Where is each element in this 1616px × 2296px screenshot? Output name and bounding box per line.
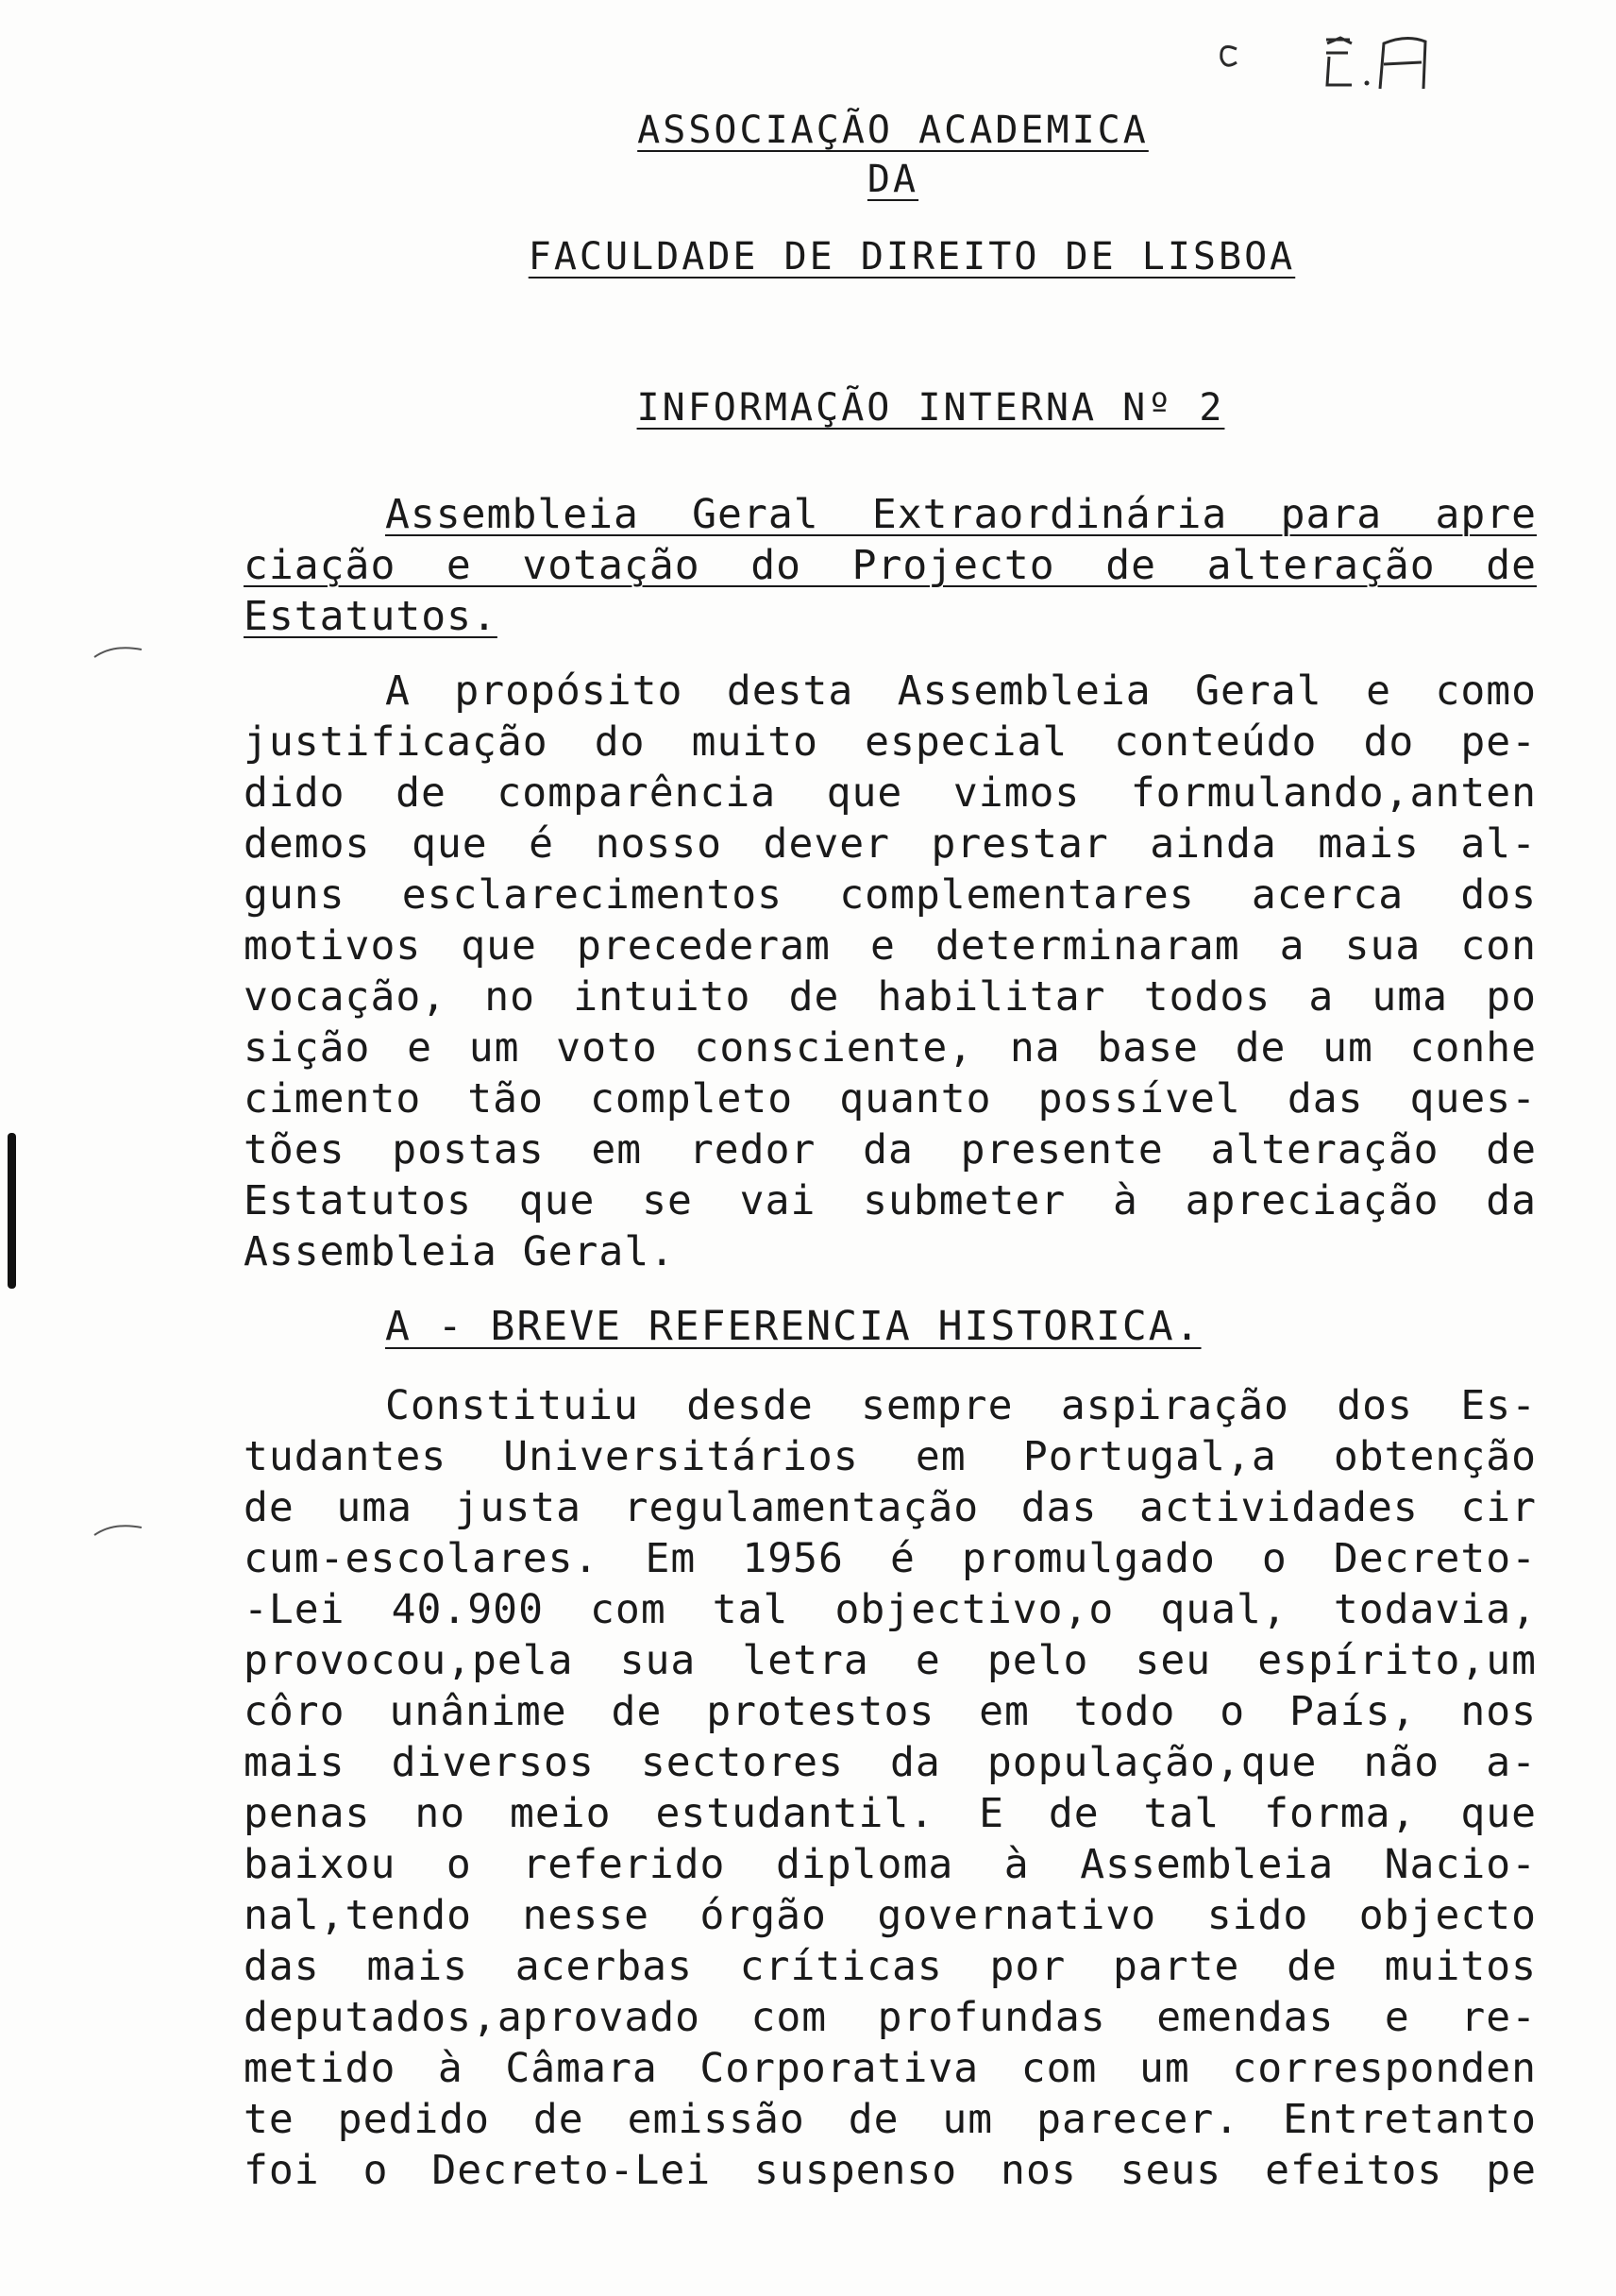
paragraph-line: Estatutos que se vai submeter à apreciação da <box>244 1177 1537 1224</box>
paragraph-line: vocação, no intuito de habilitar todos a uma po <box>244 973 1537 1021</box>
handwritten-initials-stamp <box>1208 21 1529 96</box>
paragraph-line: -Lei 40.900 com tal objectivo,o qual, todavia, <box>244 1586 1537 1633</box>
paragraph-line: de uma justa regulamentação das actividades cir <box>244 1484 1537 1531</box>
margin-pencil-tick <box>91 642 147 661</box>
paragraph-line: dido de comparência que vimos formulando,anten <box>244 769 1537 817</box>
document-title: INFORMAÇÃO INTERNA Nº 2 <box>636 386 1225 430</box>
section-a-title: A - BREVE REFERENCIA HISTORICA. <box>385 1303 1202 1350</box>
paragraph-line: motivos que precederam e determinaram a sua con <box>244 922 1537 970</box>
subject-paragraph <box>244 489 1537 642</box>
margin-pencil-tick <box>91 1520 147 1539</box>
paragraph-line: deputados,aprovado com profundas emendas e re- <box>244 1994 1537 2041</box>
paragraph-line: nal,tendo nesse órgão governativo sido objecto <box>244 1892 1537 1939</box>
margin-ink-mark <box>8 1133 16 1289</box>
paragraph-line: demos que é nosso dever prestar ainda mais al- <box>244 820 1537 868</box>
association-name: ASSOCIAÇÃO ACADEMICA <box>637 109 1149 152</box>
paragraph-line: tões postas em redor da presente alteração de <box>244 1126 1537 1173</box>
faculty-name: FACULDADE DE DIREITO DE LISBOA <box>528 235 1296 279</box>
paragraph-line: A propósito desta Assembleia Geral e como <box>385 667 1537 715</box>
section-a-paragraph <box>244 1380 1537 2196</box>
paragraph-line: penas no meio estudantil. E de tal forma, que <box>244 1790 1537 1837</box>
intro-paragraph <box>244 666 1537 1277</box>
paragraph-line: cimento tão completo quanto possível das ques- <box>244 1075 1537 1123</box>
paragraph-line: mais diversos sectores da população,que não a- <box>244 1739 1537 1786</box>
subject-line: ciação e votação do Projecto de alteração de <box>244 542 1537 589</box>
subject-line: Assembleia Geral Extraordinária para apre <box>385 491 1537 538</box>
paragraph-line: justificação do muito especial conteúdo do pe- <box>244 718 1537 766</box>
paragraph-line: sição e um voto consciente, na base de um conhe <box>244 1024 1537 1072</box>
paragraph-line: guns esclarecimentos complementares acerca dos <box>244 871 1537 919</box>
paragraph-line: Constituiu desde sempre aspiração dos Es- <box>385 1382 1537 1429</box>
initials-drawing <box>1208 21 1529 96</box>
paragraph-line: cum-escolares. Em 1956 é promulgado o Decreto- <box>244 1535 1537 1582</box>
paragraph-line: provocou,pela sua letra e pelo seu espírito,um <box>244 1637 1537 1684</box>
association-connector: DA <box>867 158 919 201</box>
paragraph-line: tudantes Universitários em Portugal,a obtenção <box>244 1433 1537 1480</box>
paragraph-line: Assembleia Geral. <box>244 1228 676 1275</box>
paragraph-line: metido à Câmara Corporativa com um corresponden <box>244 2045 1537 2092</box>
paragraph-line: baixou o referido diploma à Assembleia Nacio- <box>244 1841 1537 1888</box>
paragraph-line: foi o Decreto-Lei suspenso nos seus efeitos pe <box>244 2147 1537 2194</box>
paragraph-line: te pedido de emissão de um parecer. Entretanto <box>244 2096 1537 2143</box>
subject-line: Estatutos. <box>244 593 497 640</box>
paragraph-line: côro unânime de protestos em todo o País, nos <box>244 1688 1537 1735</box>
paragraph-line: das mais acerbas críticas por parte de muitos <box>244 1943 1537 1990</box>
